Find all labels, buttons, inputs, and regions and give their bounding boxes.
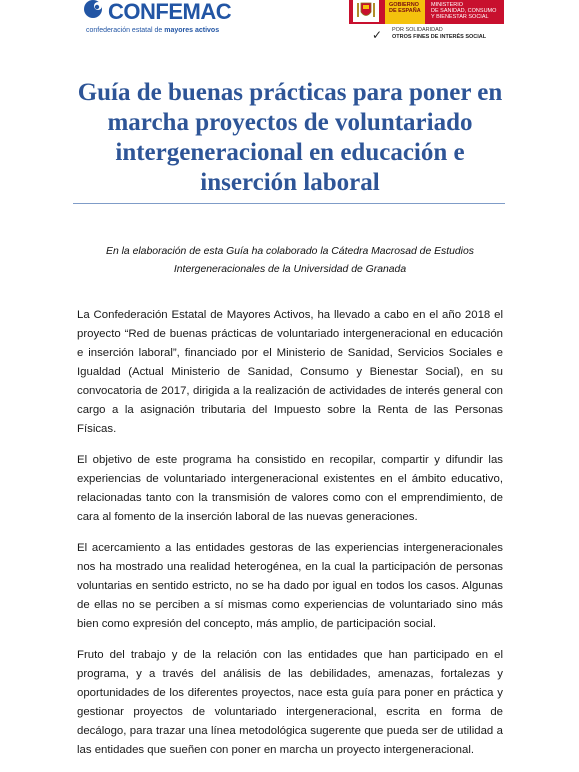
ministry-name-label: MINISTERIO DE SANIDAD, CONSUMO Y BIENESTAR SOCIAL (431, 2, 497, 20)
org-name: CONFEMAC (108, 0, 232, 24)
solidarity-line-2: OTROS FINES DE INTERÉS SOCIAL (392, 34, 487, 40)
ministry-government-label: GOBIERNO DE ESPAÑA (389, 2, 421, 14)
document-title: Guía de buenas prácticas para poner en marcha proyectos de voluntariado intergeneracional en educación e inserción laboral (77, 79, 503, 196)
page-header (0, 0, 579, 44)
confemac-logo (78, 0, 248, 40)
body-paragraph-2: El objetivo de este programa ha consistido en recopilar, compartir y difundir las experiencias de voluntariado intergeneracional existentes en el ámbito educativo, relacionadas tanto con la transmisión de valores como con el emprendimiento, de cara al fomento de la inserción laboral de las nuevas generaciones. (77, 454, 503, 523)
title-divider (73, 203, 505, 204)
credit-note: En la elaboración de esta Guía ha colaborado la Cátedra Macrosad de Estudios Intergeneracionales de la Universidad de Granada (106, 246, 474, 275)
body-paragraph-4: Fruto del trabajo y de la relación con las entidades que han participado en el programa, y a través del análisis de las debilidades, amenazas, fortalezas y oportunidades de los diferentes proyectos, nace esta guía para poner en práctica y gestionar proyectos de voluntariado intergeneracional, escrita en forma de decálogo, para trazar una línea metodológica sugerente que pueda ser de utilidad a las entidades que sueñen con poner en marcha un proyecto intergeneracional. (77, 649, 503, 756)
solidarity-line-1: POR SOLIDARIDAD (392, 27, 443, 33)
ministry-logo (349, 0, 504, 24)
body-paragraph-1: La Confederación Estatal de Mayores Activos, ha llevado a cabo en el año 2018 el proyecto “Red de buenas prácticas de voluntariado intergeneracional en educación e inserción laboral”, financiado por el Ministerio de Sanidad, Servicios Sociales e Igualdad (Actual Ministerio de Sanidad, Consumo y Bienestar Social), en su convocatoria de 2017, dirigida a la realización de actividades de interés general con cargo a la asignación tributaria del Impuesto sobre la Renta de las Personas Físicas. (77, 309, 503, 435)
checkmark-icon: ✓ (372, 28, 383, 42)
org-subtitle: confederación estatal de mayores activos (86, 27, 220, 34)
coat-of-arms-icon (353, 0, 379, 22)
tax-solidarity-mark (372, 26, 512, 42)
body-paragraph-3: El acercamiento a las entidades gestoras de las experiencias intergeneracionales nos ha mostrado una realidad heterogénea, en la cual la participación de personas voluntarias en sentido estricto, no se ha dado por igual en todos los casos. Algunas de ellas no se perciben a sí mismas como experiencias de voluntariado sino más bien como expresión del concepto, más amplio, de participación social. (77, 542, 503, 630)
document-body (77, 306, 503, 772)
confemac-logo-icon (82, 0, 108, 24)
